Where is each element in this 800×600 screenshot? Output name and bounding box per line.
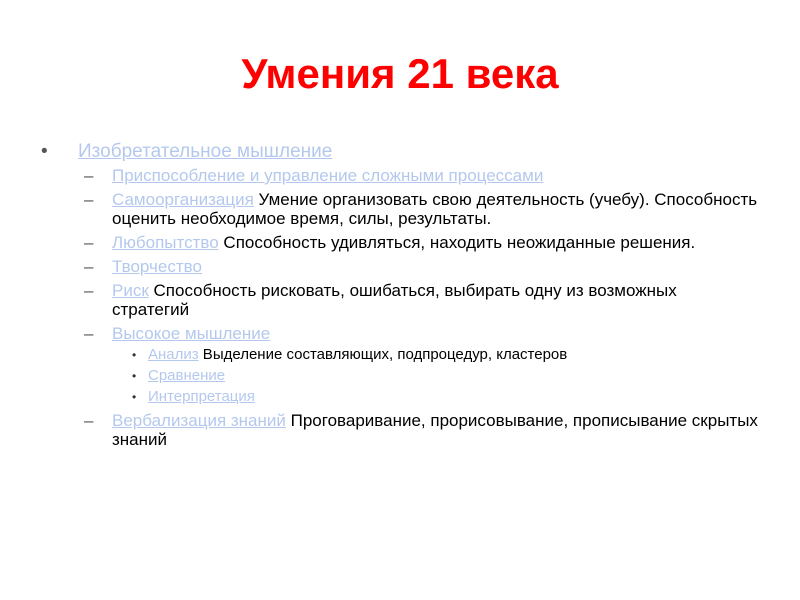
list-item [78, 281, 758, 319]
link-inventive-thinking[interactable]: Изобретательное мышление [78, 141, 333, 162]
dash-marker: – [84, 324, 94, 343]
item-description: Умение организовать свою деятельность (учебу). Способность оценить необходимое время, силы, результаты. [112, 190, 758, 228]
dash-marker: – [84, 411, 94, 430]
link-self-organization[interactable]: Самоорганизация [112, 190, 254, 209]
list-item [112, 346, 758, 364]
main-item [38, 141, 758, 449]
link-curiosity[interactable]: Любопытство [112, 233, 219, 252]
item-description: Выделение составляющих, подпроцедур, кластеров [198, 346, 568, 363]
list-item [78, 233, 758, 252]
dot-marker: • [132, 390, 137, 404]
list-item [78, 324, 758, 406]
link-creativity[interactable]: Творчество [112, 257, 202, 276]
list-item [78, 190, 758, 228]
link-high-thinking[interactable]: Высокое мышление [112, 324, 271, 343]
list-item [78, 411, 758, 449]
list-item [112, 388, 758, 406]
dot-marker: • [132, 369, 137, 383]
item-description: Проговаривание, прорисовывание, прописывание скрытых знаний [112, 411, 758, 449]
sub-list [78, 166, 758, 449]
link-analysis[interactable]: Анализ [148, 346, 199, 363]
sub-sub-list [112, 346, 758, 406]
dash-marker: – [84, 166, 94, 185]
dash-marker: – [84, 233, 94, 252]
dash-marker: – [84, 190, 94, 209]
dash-marker: – [84, 257, 94, 276]
link-adaptation[interactable]: Приспособление и управление сложными процессами [112, 166, 544, 185]
list-item [78, 166, 758, 185]
list-item [78, 257, 758, 276]
link-risk[interactable]: Риск [112, 281, 149, 300]
item-description: Способность рисковать, ошибаться, выбирать одну из возможных стратегий [112, 281, 677, 319]
dot-marker: • [132, 348, 137, 362]
link-interpretation[interactable]: Интерпретация [148, 388, 255, 405]
page-title: Умения 21 века [241, 50, 559, 97]
item-description: Способность удивляться, находить неожиданные решения. [218, 233, 696, 252]
link-comparison[interactable]: Сравнение [148, 367, 226, 384]
content-list [38, 141, 758, 454]
bullet-marker: • [41, 141, 48, 162]
dash-marker: – [84, 281, 94, 300]
list-item [112, 367, 758, 385]
link-verbalization[interactable]: Вербализация знаний [112, 411, 286, 430]
